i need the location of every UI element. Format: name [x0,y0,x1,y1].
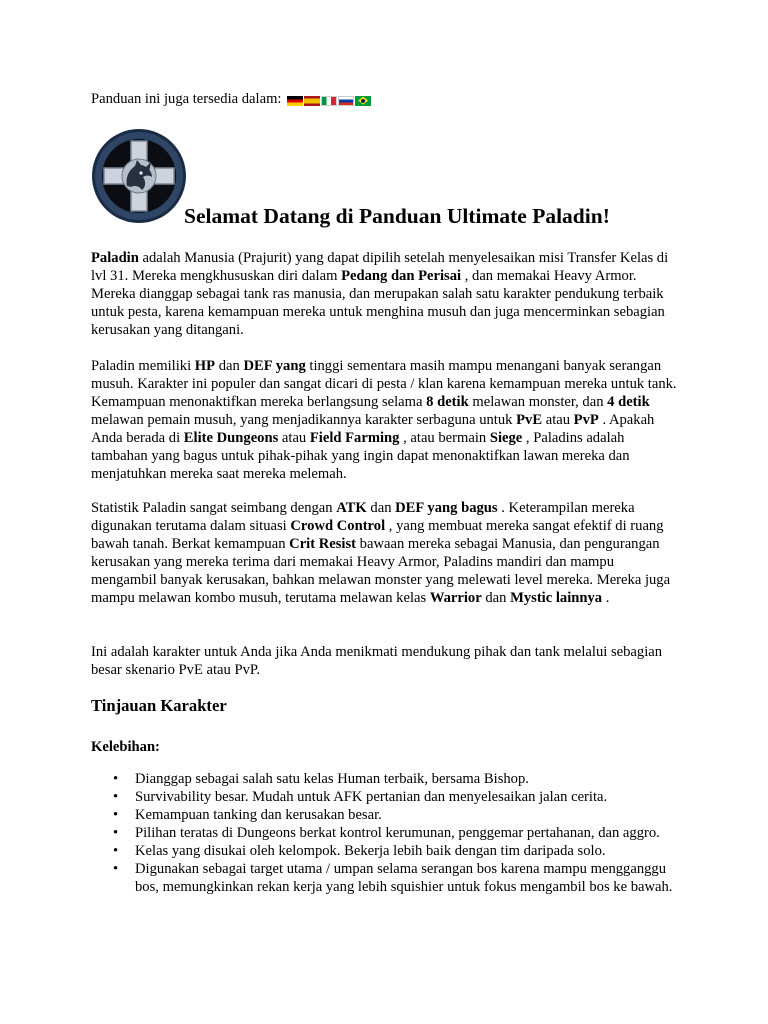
page-title: Selamat Datang di Panduan Ultimate Paladin! [184,204,610,228]
text-run: . Apakah Anda berada di [91,412,655,446]
germany-flag-icon[interactable] [287,96,303,106]
text-run: bawaan mereka sebagai Manusia, dan pengurangan kerusakan yang mereka terima dari memakai Heavy Armor, Paladins mandiri dan mampu mengambil banyak kerusakan, bahkan melawan monster yang melewati level mereka. Mereka juga mampu melawan kombo musuh, terutama melawan kelas [91,536,671,606]
bold-term: Paladin [91,250,139,266]
brazil-flag-icon[interactable] [355,96,371,106]
text-run: atau [278,430,310,446]
list-item: • Pilihan teratas di Dungeons berkat kontrol kerumunan, penggemar pertahanan, dan aggro. [91,824,691,842]
text-run: . Keterampilan mereka digunakan terutama dalam situasi [91,500,635,534]
advantages-list [91,770,691,896]
spain-flag-icon[interactable] [304,96,320,106]
text-run: melawan monster, dan [468,394,608,410]
bold-term: HP [194,358,216,374]
text-run: dan [366,500,396,516]
list-item: • Digunakan sebagai target utama / umpan selama serangan bos karena mampu mengganggu bos, memungkinkan rekan kerja yang lebih squishier untuk fokus mengambil bos ke bawah. [91,860,691,896]
summary-paragraph [91,643,683,679]
available-languages-line [91,91,372,109]
bold-term: Mystic lainnya [510,590,603,606]
text-run: , atau bermain [399,430,490,446]
list-item: • Kelas yang disukai oleh kelompok. Bekerja lebih baik dengan tim daripada solo. [91,842,691,860]
text-run: adalah Manusia (Prajurit) yang dapat dipilih setelah menyelesaikan misi Transfer Kelas di lvl 31. Mereka mengkhususkan diri dalam [91,250,669,284]
paladin-class-emblem-icon [91,126,187,226]
text-run: , Paladins adalah tambahan yang bagus untuk pihak-pihak yang ingin dapat menonaktifkan lawan mereka dan menjatuhkan mereka saat mereka melemah. [91,430,630,482]
character-overview-heading: Tinjauan Karakter [91,696,227,715]
available-languages-label: Panduan ini juga tersedia dalam: [91,91,282,107]
bold-term: DEF yang bagus [395,500,498,516]
bold-term: PvP [573,412,599,428]
text-run: . [602,590,610,606]
bold-term: Pedang dan Perisai [341,268,462,284]
bold-term: Crowd Control [290,518,386,534]
list-item: • Survivability besar. Mudah untuk AFK pertanian dan menyelesaikan jalan cerita. [91,788,691,806]
bold-term: Crit Resist [289,536,357,552]
text-run: Ini adalah karakter untuk Anda jika Anda menikmati mendukung pihak dan tank melalui sebagian besar skenario PvE atau PvP. [91,644,663,678]
bold-term: PvE [516,412,543,428]
text-run: Statistik Paladin sangat seimbang dengan [91,500,337,516]
advantages-heading: Kelebihan: [91,739,160,755]
skills-paragraph [91,499,683,607]
intro-paragraph [91,249,683,339]
bold-term: 8 detik [426,394,469,410]
language-flags [287,92,372,109]
text-run: dan [481,590,511,606]
text-run: , dan memakai Heavy Armor. Mereka dianggap sebagai tank ras manusia, dan merupakan salah satu karakter pendukung terbaik untuk pesta, karena kemampuan mereka untuk menghina musuh dan juga mencerminkan sebagian kerusakan yang ditangani. [91,268,665,338]
bold-term: Elite Dungeons [183,430,279,446]
stats-paragraph [91,357,683,483]
russia-flag-icon[interactable] [338,96,354,106]
bold-term: 4 detik [607,394,650,410]
bold-term: Siege [489,430,523,446]
bold-term: DEF yang [243,358,306,374]
text-run: melawan pemain musuh, yang menjadikannya karakter serbaguna untuk [91,412,517,428]
text-run: atau [542,412,574,428]
bold-term: Field Farming [309,430,400,446]
text-run: dan [215,358,244,374]
bold-term: Warrior [429,590,482,606]
list-item: • Kemampuan tanking dan kerusakan besar. [91,806,691,824]
text-run: Paladin memiliki [91,358,195,374]
list-item: • Dianggap sebagai salah satu kelas Human terbaik, bersama Bishop. [91,770,691,788]
italy-flag-icon[interactable] [321,96,337,106]
text-run: tinggi sementara masih mampu menangani banyak serangan musuh. Karakter ini populer dan sangat dicari di pesta / klan karena kemampuan mereka untuk tank. Kemampuan menonaktifkan mereka berlangsung selama [91,358,677,410]
bold-term: ATK [336,500,367,516]
text-run: , yang membuat mereka sangat efektif di ruang bawah tanah. Berkat kemampuan [91,518,664,552]
